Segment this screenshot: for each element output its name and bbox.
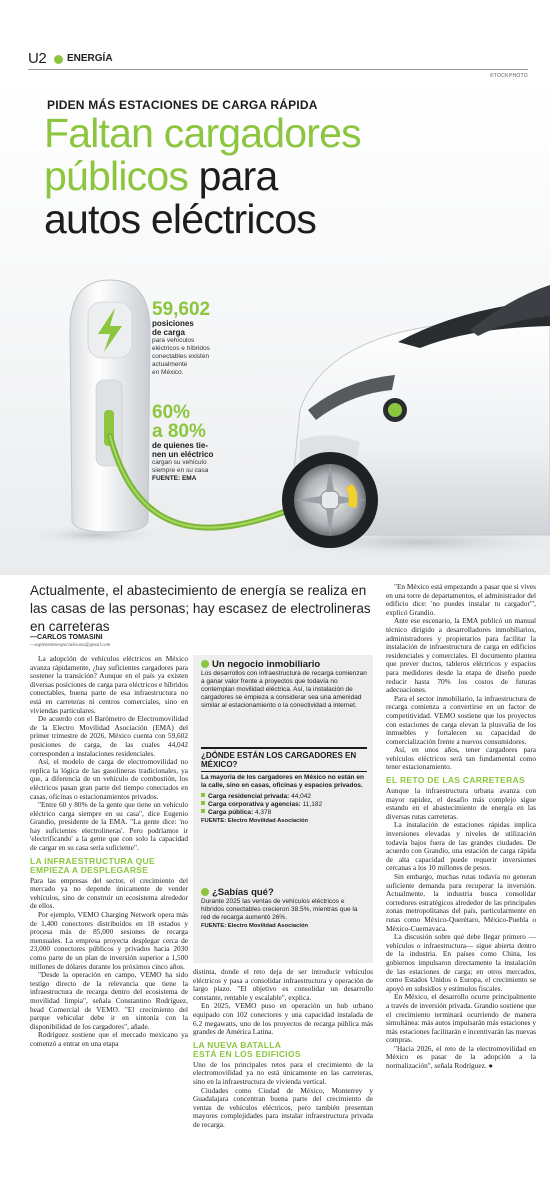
byline-email: —suplementoespeciales.mx@gmail.com — [30, 643, 111, 648]
col3-paragraph: Para el sector inmobiliario, la infraestructura de recarga comienza a convertirse en un factor de competitividad. VEMO sostiene que los proyectos con estaciones de carga elevan la plusvalía de los inmuebles y fortalecen su capacidad de comercialización frente a nuevos consumidores. — [386, 693, 536, 746]
col1-subhead-line-1: LA INFRAESTRUCTURA QUE — [30, 855, 155, 866]
box1-title: Un negocio inmobiliario — [212, 659, 321, 670]
col2-paragraph: Ciudades como Ciudad de México, Monterrey y Guadalajara concentran buena parte del crecimiento de ventas de vehículos eléctricos, pero también presentan mayores complejidades para instalar infraestructura privada de recarga. — [193, 1085, 373, 1129]
section-dot-icon — [54, 55, 63, 64]
col3-paragraph: La instalación de estaciones rápidas implica inversiones elevadas y niveles de utilización todavía bajos fuera de las grandes ciudades. De acuerdo con Grandio, una estación de carga rápida de alta capacidad puede requerir inversiones cercanas a los 10 millones de pesos. — [386, 820, 536, 873]
stat-home-bold-1: de quienes tie- — [152, 441, 209, 450]
headline-line-2-dark: para — [188, 153, 278, 199]
col3-subhead — [386, 776, 536, 785]
col3-paragraph: La discusión sobre qué debe llegar primero —vehículos o infraestructura— sigue abierta dentro de la industria. En países como China, los gobiernos impulsaron directamente la instalación de las estaciones de carga; en otros mercados, como Estados Unidos o Europa, el crecimiento se apoyó en subsidios y estímulos fiscales. — [386, 932, 536, 993]
col3-paragraph: Así, en unos años, tener cargadores para vehículos eléctricos será tan fundamental como tener estacionamiento. — [386, 745, 536, 772]
stat-home-number-2: a 80% — [152, 421, 206, 442]
col1-paragraph: Por ejemplo, VEMO Charging Network opera más de 1,400 conectores distribuidos en 18 estados y procesa más de 85,000 sesiones de recarga mensuales. La empresa proyecta desplegar cerca de 23,000 conectores públicos y privados hacia 2030 como parte de un plan de inversión superior a 1,500 millones de dólares durante los próximos cinco años. — [30, 910, 188, 971]
box3-source: FUENTE: Electro Movilidad Asociación — [201, 923, 309, 929]
col1-subhead — [30, 857, 188, 875]
section-label: ENERGÍA — [67, 53, 113, 64]
box2-lead: La mayoría de los cargadores en México no están en la calle, sino en casas, oficinas y espacios privados. — [201, 774, 364, 789]
box1-text: Los desarrollos con infraestructura de recarga comienzan a ganar valor frente a proyectos que todavía no contemplan movilidad eléctrica. Así, la instalación de cargadores se empieza a considerar sea una amenidad similar al estacionamiento o la conectividad a internet. — [201, 670, 367, 709]
headline-line-1: Faltan cargadores — [44, 110, 361, 156]
stat-positions-line-4: actualmente — [152, 361, 188, 368]
byline-author: —CARLOS TOMASINI — [30, 634, 103, 641]
box2-rule-2 — [201, 771, 367, 772]
headline-line-3: autos eléctricos — [44, 196, 317, 242]
bullet-square-icon — [201, 801, 205, 805]
green-dot-icon — [201, 888, 209, 896]
col1-paragraph: Para las empresas del sector, el crecimiento del mercado ya no depende únicamente de vender vehículos, sino de construir un ecosistema alrededor de ellos. — [30, 875, 188, 911]
box2-item: Carga corporativa y agencias: 11,182 — [201, 801, 367, 809]
stat-home-bold-2: nen un eléctrico — [152, 450, 214, 459]
col1-paragraph: Rodríguez sostiene que el mercado mexicano ya comenzó a entrar en una etapa — [30, 1030, 188, 1048]
column-2-bottom — [193, 968, 373, 1196]
col1-paragraph: "Entre 60 y 80% de la gente que tiene un vehículo eléctrico carga siempre en su casa", dice Eugenio Grandio, presidente de la EMA. "La gente dice: 'no hay suficientes electrolineras'. Pero podríamos ir 'electrificando' a la gente que con solo la capacidad de cargar en su casa sería suficiente". — [30, 800, 188, 853]
box2-item: Carga pública: 4,378 — [201, 809, 367, 817]
stat-home-source: FUENTE: EMA — [152, 475, 197, 482]
bullet-square-icon — [201, 793, 205, 797]
col1-paragraph: La adopción de vehículos eléctricos en México avanza rápidamente, ¿hay suficientes cargadores para sostener la transición? Aunque en el país ya existen diversas posiciones de carga para eléctricos e híbridos conectables, buena parte de esa infraestructura no está en carreteras ni centros comerciales, sino en viviendas particulares. — [30, 654, 188, 715]
col3-subhead-line-1: EL RETO DE LAS CARRETERAS — [386, 775, 525, 786]
stat-positions-line-5: en México. — [152, 369, 184, 376]
headline — [44, 112, 514, 241]
stat-home-line-2: siempre en su casa — [152, 467, 209, 474]
col2-paragraph: En 2025, VEMO puso en operación un hub urbano equipado con 102 conectores y una capacidad instalada de 6.2 megawatts, uno de los proyectos de recarga pública más grandes de América Latina. — [193, 1001, 373, 1037]
box3-text: Durante 2025 las ventas de vehículos eléctricos e híbridos conectables crecieron 38.5%, mientras que la red de recarga aumentó 26%. — [201, 898, 358, 921]
page-header — [28, 52, 528, 68]
col2-subhead-line-2: ESTÁ EN LOS EDIFICIOS — [193, 1048, 301, 1059]
stat-positions — [152, 300, 272, 377]
green-dot-icon — [201, 660, 209, 668]
kicker: PIDEN MÁS ESTACIONES DE CARGA RÁPIDA — [47, 98, 318, 112]
col3-paragraph: En México, el desarrollo ocurre principalmente a través de inversión privada. Grandio sostiene que el crecimiento terminará ocurriendo de manera simultánea: más autos impulsarán más estaciones y más estaciones facilitarán e incentivarán las nuevas compras. — [386, 992, 536, 1045]
col3-paragraph: Ante ese escenario, la EMA publicó un manual técnico dirigido a desarrolladores inmobiliarios, administradores y propietarios para facilitar la instalación de infraestructura de carga en edificios residenciales y comerciales. El documento plantea que prever ductos, tableros eléctricos y espacios para medidores desde la etapa de diseño puede reducir hasta 70% los costos de futuras adecuaciones. — [386, 616, 536, 695]
stat-positions-line-1: para vehículos — [152, 337, 195, 344]
page-number: U2 — [28, 50, 47, 67]
box2-item: Carga residencial privada: 44,042 — [201, 793, 367, 801]
sidebar-box-real-estate — [201, 659, 367, 710]
box3-title: ¿Sabías qué? — [212, 887, 274, 898]
stat-home-number-1: 60% — [152, 402, 191, 423]
header-rule — [28, 69, 528, 70]
col2-subhead — [193, 1041, 373, 1059]
stat-home-line-1: cargan su vehículo — [152, 459, 207, 466]
box2-source: FUENTE: Electro Movilidad Asociación — [201, 818, 309, 824]
col1-paragraph: Así, el modelo de carga de electromovilidad no replica la lógica de las gasolineras tradicionales, ya que, a diferencia de un vehículo de combustión, los eléctricos pasan gran parte del tiempo conectados en casas, oficinas o estacionamientos privados. — [30, 757, 188, 801]
box2-question: ¿DÓNDE ESTÁN LOS CARGADORES EN MÉXICO? — [201, 751, 357, 769]
col2-paragraph: Uno de los principales retos para el crecimiento de la electromovilidad ya no está únicamente en las carreteras, sino en la infraestructura de vivienda vertical. — [193, 1059, 373, 1086]
col3-paragraph: Sin embargo, muchas rutas todavía no generan suficiente demanda para recuperar la inversión. Actualmente, la industria busca consolidar corredores estratégicos alrededor de las principales zonas metropolitanas del país, particularmente en rutas como México-Querétaro, México-Puebla o México-Cuernavaca. — [386, 872, 536, 933]
col2-subhead-line-1: LA NUEVA BATALLA — [193, 1039, 282, 1050]
col3-paragraph: Aunque la infraestructura urbana avanza con mayor rapidez, el desafío más complejo sigue estando en el abastecimiento de energía en las diversas rutas carreteras. — [386, 786, 536, 821]
bullet-square-icon — [201, 809, 205, 813]
col1-paragraph: "Desde la operación en campo, VEMO ha sido testigo directo de la relevancia que tiene la infraestructura de recarga dentro del ecosistema de movilidad limpia", señala Constantino Rodríguez, head Comercial de VEMO. "El crecimiento del parque vehicular debe ir en sintonía con la disponibilidad de los cargadores", añade. — [30, 970, 188, 1031]
stat-positions-number: 59,602 — [152, 299, 211, 320]
deck: Actualmente, el abastecimiento de energía se realiza en las casas de las personas; hay escasez de electrolineras en carreteras — [30, 583, 371, 634]
col1-subhead-line-2: EMPIEZA A DESPLEGARSE — [30, 864, 149, 875]
headline-line-2-green: públicos — [44, 153, 189, 199]
sidebar-box-chargers — [201, 747, 367, 824]
col1-paragraph: De acuerdo con el Barómetro de Electromovilidad de la Electro Movilidad Asociación (EMA) del primer trimestre de 2026, México cuenta con 59,602 posiciones de carga, de las cuales 44,042 corresponden a instalaciones residenciales. — [30, 714, 188, 758]
stat-positions-bold-1: posiciones — [152, 319, 194, 328]
photo-credit: ©TOCKPHOTO — [489, 73, 528, 79]
column-1 — [30, 655, 188, 1195]
stat-positions-line-2: eléctricos e híbridos — [152, 345, 210, 352]
col3-paragraph: "Hacia 2026, el reto de la electromovilidad en México es pasar de la adopción a la normalización", señala Rodríguez. ● — [386, 1043, 536, 1071]
sidebar-box-did-you-know — [201, 887, 367, 929]
column-3 — [386, 583, 536, 1196]
col3-paragraph: "En México está empezando a pasar que si vives en una torre de departamentos, el administrador del edificio dice: 'no puedes instalar tu cargador'", explicó Grandio. — [386, 582, 536, 617]
box2-rule — [201, 747, 367, 749]
sidebar — [193, 655, 373, 963]
stat-home-charging — [152, 403, 272, 482]
col2-paragraph: distinta, donde el reto deja de ser introducir vehículos eléctricos y pasa a consolidar infraestructura y operación de largo plazo. "El objetivo es consolidar un desarrollo constante, rentable y escalable", explica. — [193, 967, 373, 1002]
stat-positions-line-3: conectables existen — [152, 353, 210, 360]
stat-positions-bold-2: de carga — [152, 328, 185, 337]
